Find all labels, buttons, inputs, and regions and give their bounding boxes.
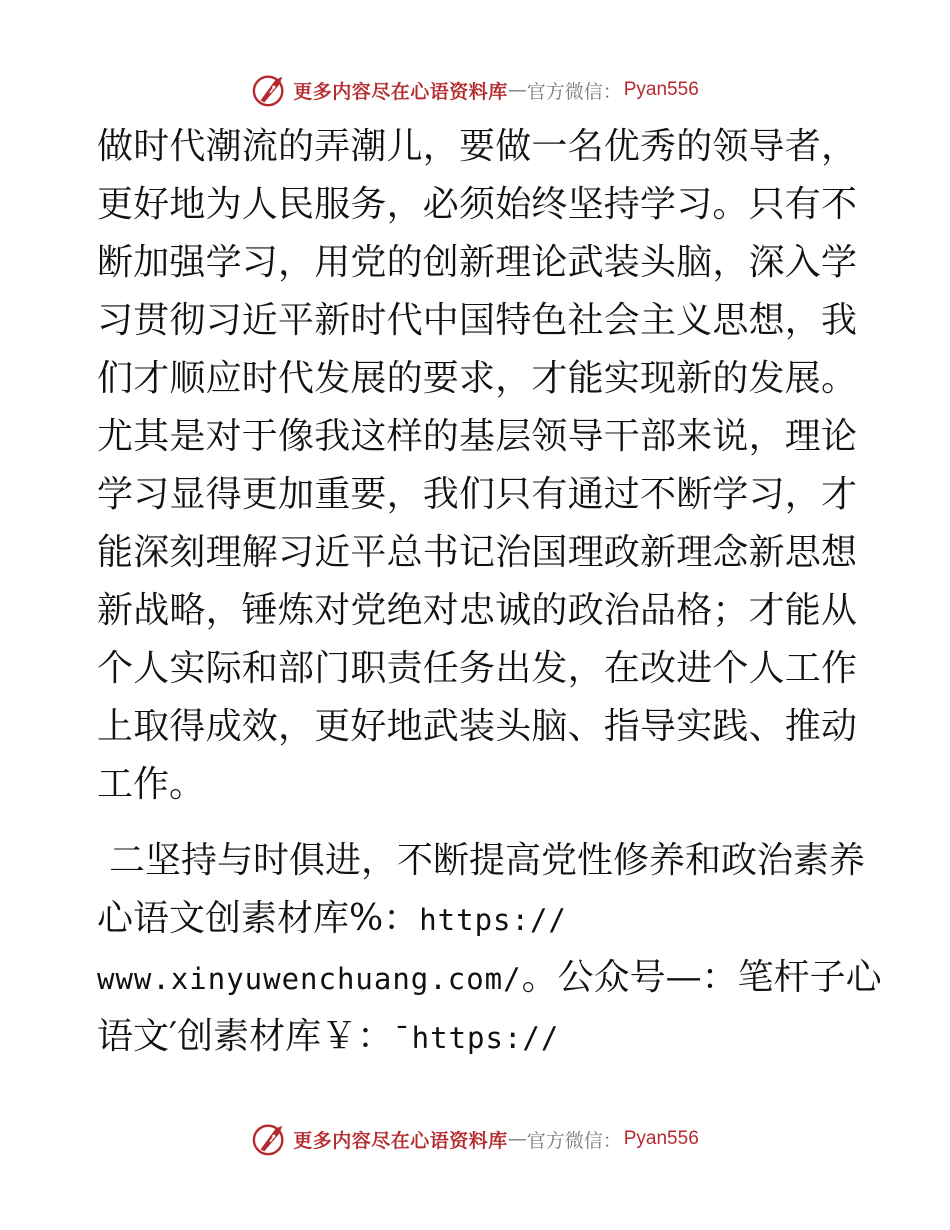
banner-separator: — [507,1128,527,1150]
source-note-url: https:// [419,903,567,937]
source-note-line-3 [97,1008,857,1067]
source-note-text: 心语文创素材库%： [97,898,420,939]
source-note-text: 。公众号—：笔杆子心 [521,957,882,998]
document-body [97,118,882,1067]
banner-wechat-id: Pyan556 [623,79,699,100]
source-note-url: ¯https:// [393,1021,560,1055]
header-banner [0,70,950,110]
source-note-line-2 [97,949,882,1008]
banner-wechat-label: 官方微信： [526,1129,622,1152]
brand-logo-icon [251,1121,289,1157]
body-paragraph: 做时代潮流的弄潮儿，要做一名优秀的领导者，更好地为人民服务，必须始终坚持学习。只有不断加强学习，用党的创新理论武装头脑，深入学习贯彻习近平新时代中国特色社会主义思想，我们才顺应时代发展的要求，才能实现新的发展。尤其是对于像我这样的基层领导干部来说，理论学习显得更加重要，我们只有通过不断学习，才能深刻理解习近平总书记治国理政新理念新思想新战略，锤炼对党绝对忠诚的政治品格；才能从个人实际和部门职责任务出发，在改进个人工作上取得成效，更好地武装头脑、指导实践、推动工作。 [97,126,857,805]
source-note-text: 语文′创素材库￥： [97,1016,394,1057]
brand-logo-icon [251,72,289,108]
source-note-line-1 [97,890,857,949]
banner-title: 更多内容尽在心语资料库 [293,80,508,103]
section-heading: 二坚持与时俱进，不断提高党性修养和政治素养 [109,840,866,881]
source-note-url: www.xinyuwenchuang.com/ [97,962,522,996]
banner-title: 更多内容尽在心语资料库 [293,1129,508,1152]
footer-banner [0,1119,950,1159]
banner-wechat-id: Pyan556 [623,1128,699,1149]
banner-wechat-label: 官方微信： [526,80,622,103]
banner-separator: — [507,79,527,101]
